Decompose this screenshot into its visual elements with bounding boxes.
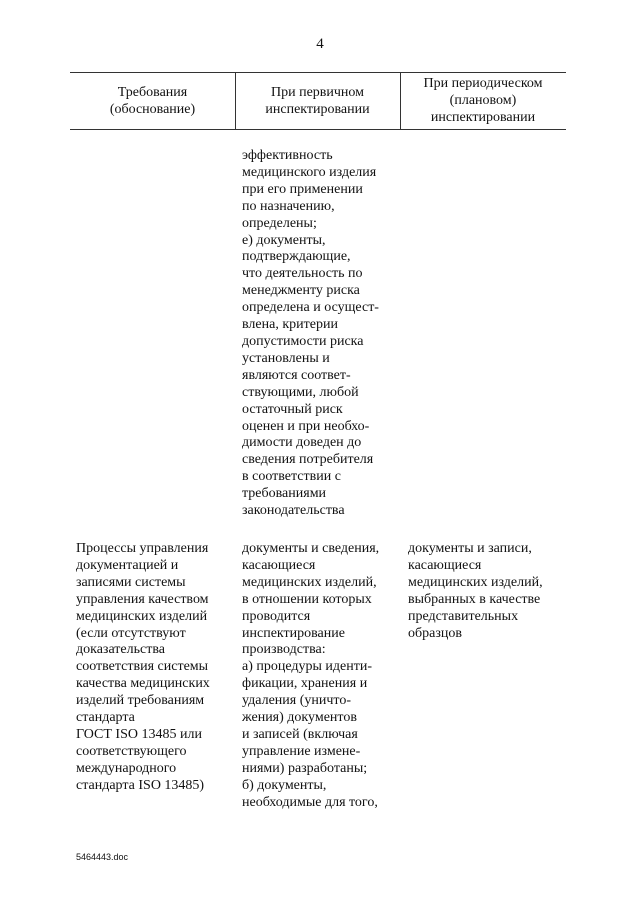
row2-initial-inspection-cell: документы и сведения, касающиеся медицинских изделий, в отношении которых проводится инспектирование производства: а) процедуры иденти- фикации, хранения и удаления (уничто- жения) документов и записей (включая управление измене- ниями) разработаны; б) документы, необходимые для того, — [242, 541, 380, 810]
header-initial-inspection: При первичном инспектировании — [265, 84, 370, 117]
row2-requirements-cell: Процессы управления документацией и записями системы управления качеством медицинских изделий (если отсутствуют доказательства соответствия системы качества медицинских изделий требованиям стандарта ГОСТ ISO 13485 или соответствующего международного стандарта ISO 13485) — [76, 541, 210, 793]
row1-initial-inspection-cell: эффективность медицинского изделия при его применении по назначению, определены; е) документы, подтверждающие, что деятельность по менеджменту риска определена и осущест- влена, критерии допустимости риска установлены и являются соответ- ствующими, любой остаточный риск оценен и при необхо- димости доведен до сведения потребителя в соответствии с требованиями законодательства — [242, 148, 379, 519]
table-header-bottom-rule — [70, 129, 566, 130]
header-requirements: Требования (обоснование) — [109, 84, 196, 117]
document-filename-footer: 5464443.doc — [76, 852, 129, 862]
header-periodic-inspection: При периодическом (плановом) инспектировании — [423, 76, 543, 125]
page-number: 4 — [316, 36, 324, 52]
row2-periodic-inspection-cell: документы и записи, касающиеся медицинских изделий, выбранных в качестве представительных образцов — [408, 541, 543, 641]
